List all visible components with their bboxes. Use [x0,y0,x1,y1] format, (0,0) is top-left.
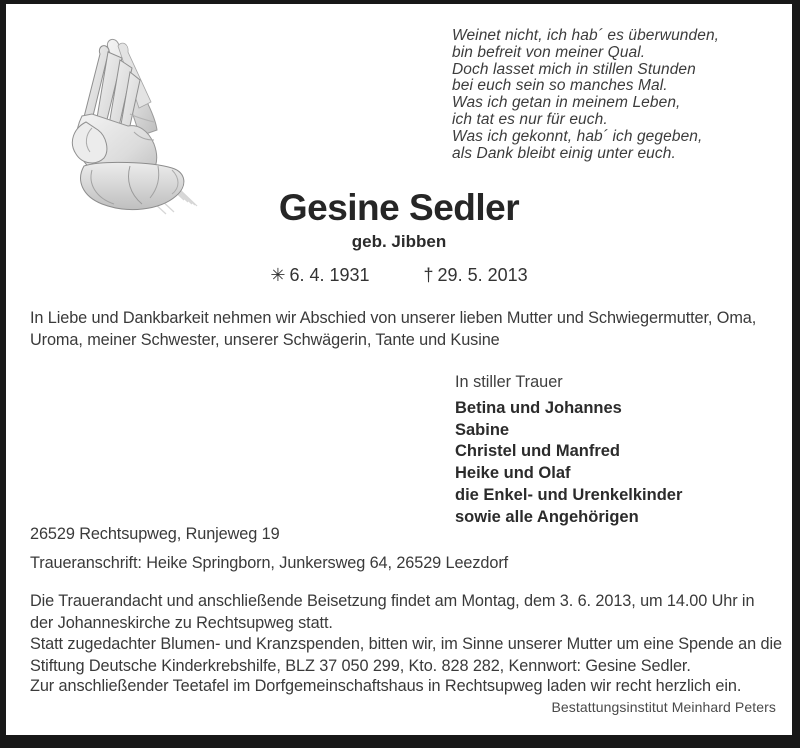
death-cross-icon: † [423,265,434,285]
service-details: Die Trauerandacht und anschließende Beisetzung findet am Montag, dem 3. 6. 2013, um 14.00 Uhr in der Johanneskirche zu Rechtsupweg statt. [30,592,755,632]
mourner-name: die Enkel- und Urenkelkinder [455,485,683,504]
home-address: 26529 Rechtsupweg, Runjeweg 19 [30,525,280,543]
birth-date: ✳ 6. 4. 1931 [270,265,370,285]
funeral-home-credit: Bestattungsinstitut Meinhard Peters [551,699,776,715]
mourners-list [455,398,682,528]
mourner-name: Sabine [455,420,510,439]
memorial-card [6,4,792,735]
deceased-name: Gesine Sedler [278,187,520,228]
memorial-poem [452,28,752,162]
mourner-name: Heike und Olaf [455,464,571,483]
mourner-name: Christel und Manfred [455,442,621,461]
poem-line: Weinet nicht, ich hab´ es überwunden, [452,27,720,44]
condolence-address: Traueranschrift: Heike Springborn, Junkersweg 64, 26529 Leezdorf [30,554,509,572]
donation-details: Statt zugedachter Blumen- und Kranzspenden, bitten wir, im Sinne unserer Mutter um eine Spende an die Stiftung Deutsche Kinderkrebshilfe, BLZ 37 050 299, Kto. 828 282, Kennwort: Gesine Sedler. [30,635,782,675]
mourner-name: sowie alle Angehörigen [455,507,639,526]
poem-line: Doch lasset mich in stillen Stunden [452,60,696,78]
life-dates [6,265,792,286]
mourner-name: Betina und Johannes [455,399,622,417]
death-date: † 29. 5. 2013 [423,265,528,285]
poem-line: bin befreit von meiner Qual. [452,43,646,61]
poem-line: bei euch sein so manches Mal. [452,77,668,95]
maiden-name: geb. Jibben [351,232,447,251]
poem-line: Was ich gekonnt, hab´ ich gegeben, [452,127,703,145]
mourning-label: In stiller Trauer [455,373,563,391]
poem-line: ich tat es nur für euch. [452,110,608,128]
tea-invitation: Zur anschließender Teetafel im Dorfgemeinschaftshaus in Rechtsupweg laden wir recht herzlich ein. [30,677,742,695]
poem-line: als Dank bleibt einig unter euch. [452,144,676,162]
born-star-icon: ✳ [270,265,286,285]
intro-text: In Liebe und Dankbarkeit nehmen wir Abschied von unserer lieben Mutter und Schwiegermutter, Oma, Uroma, meiner Schwester, unserer Schwägerin, Tante und Kusine [30,309,757,349]
poem-line: Was ich getan in meinem Leben, [452,94,681,112]
